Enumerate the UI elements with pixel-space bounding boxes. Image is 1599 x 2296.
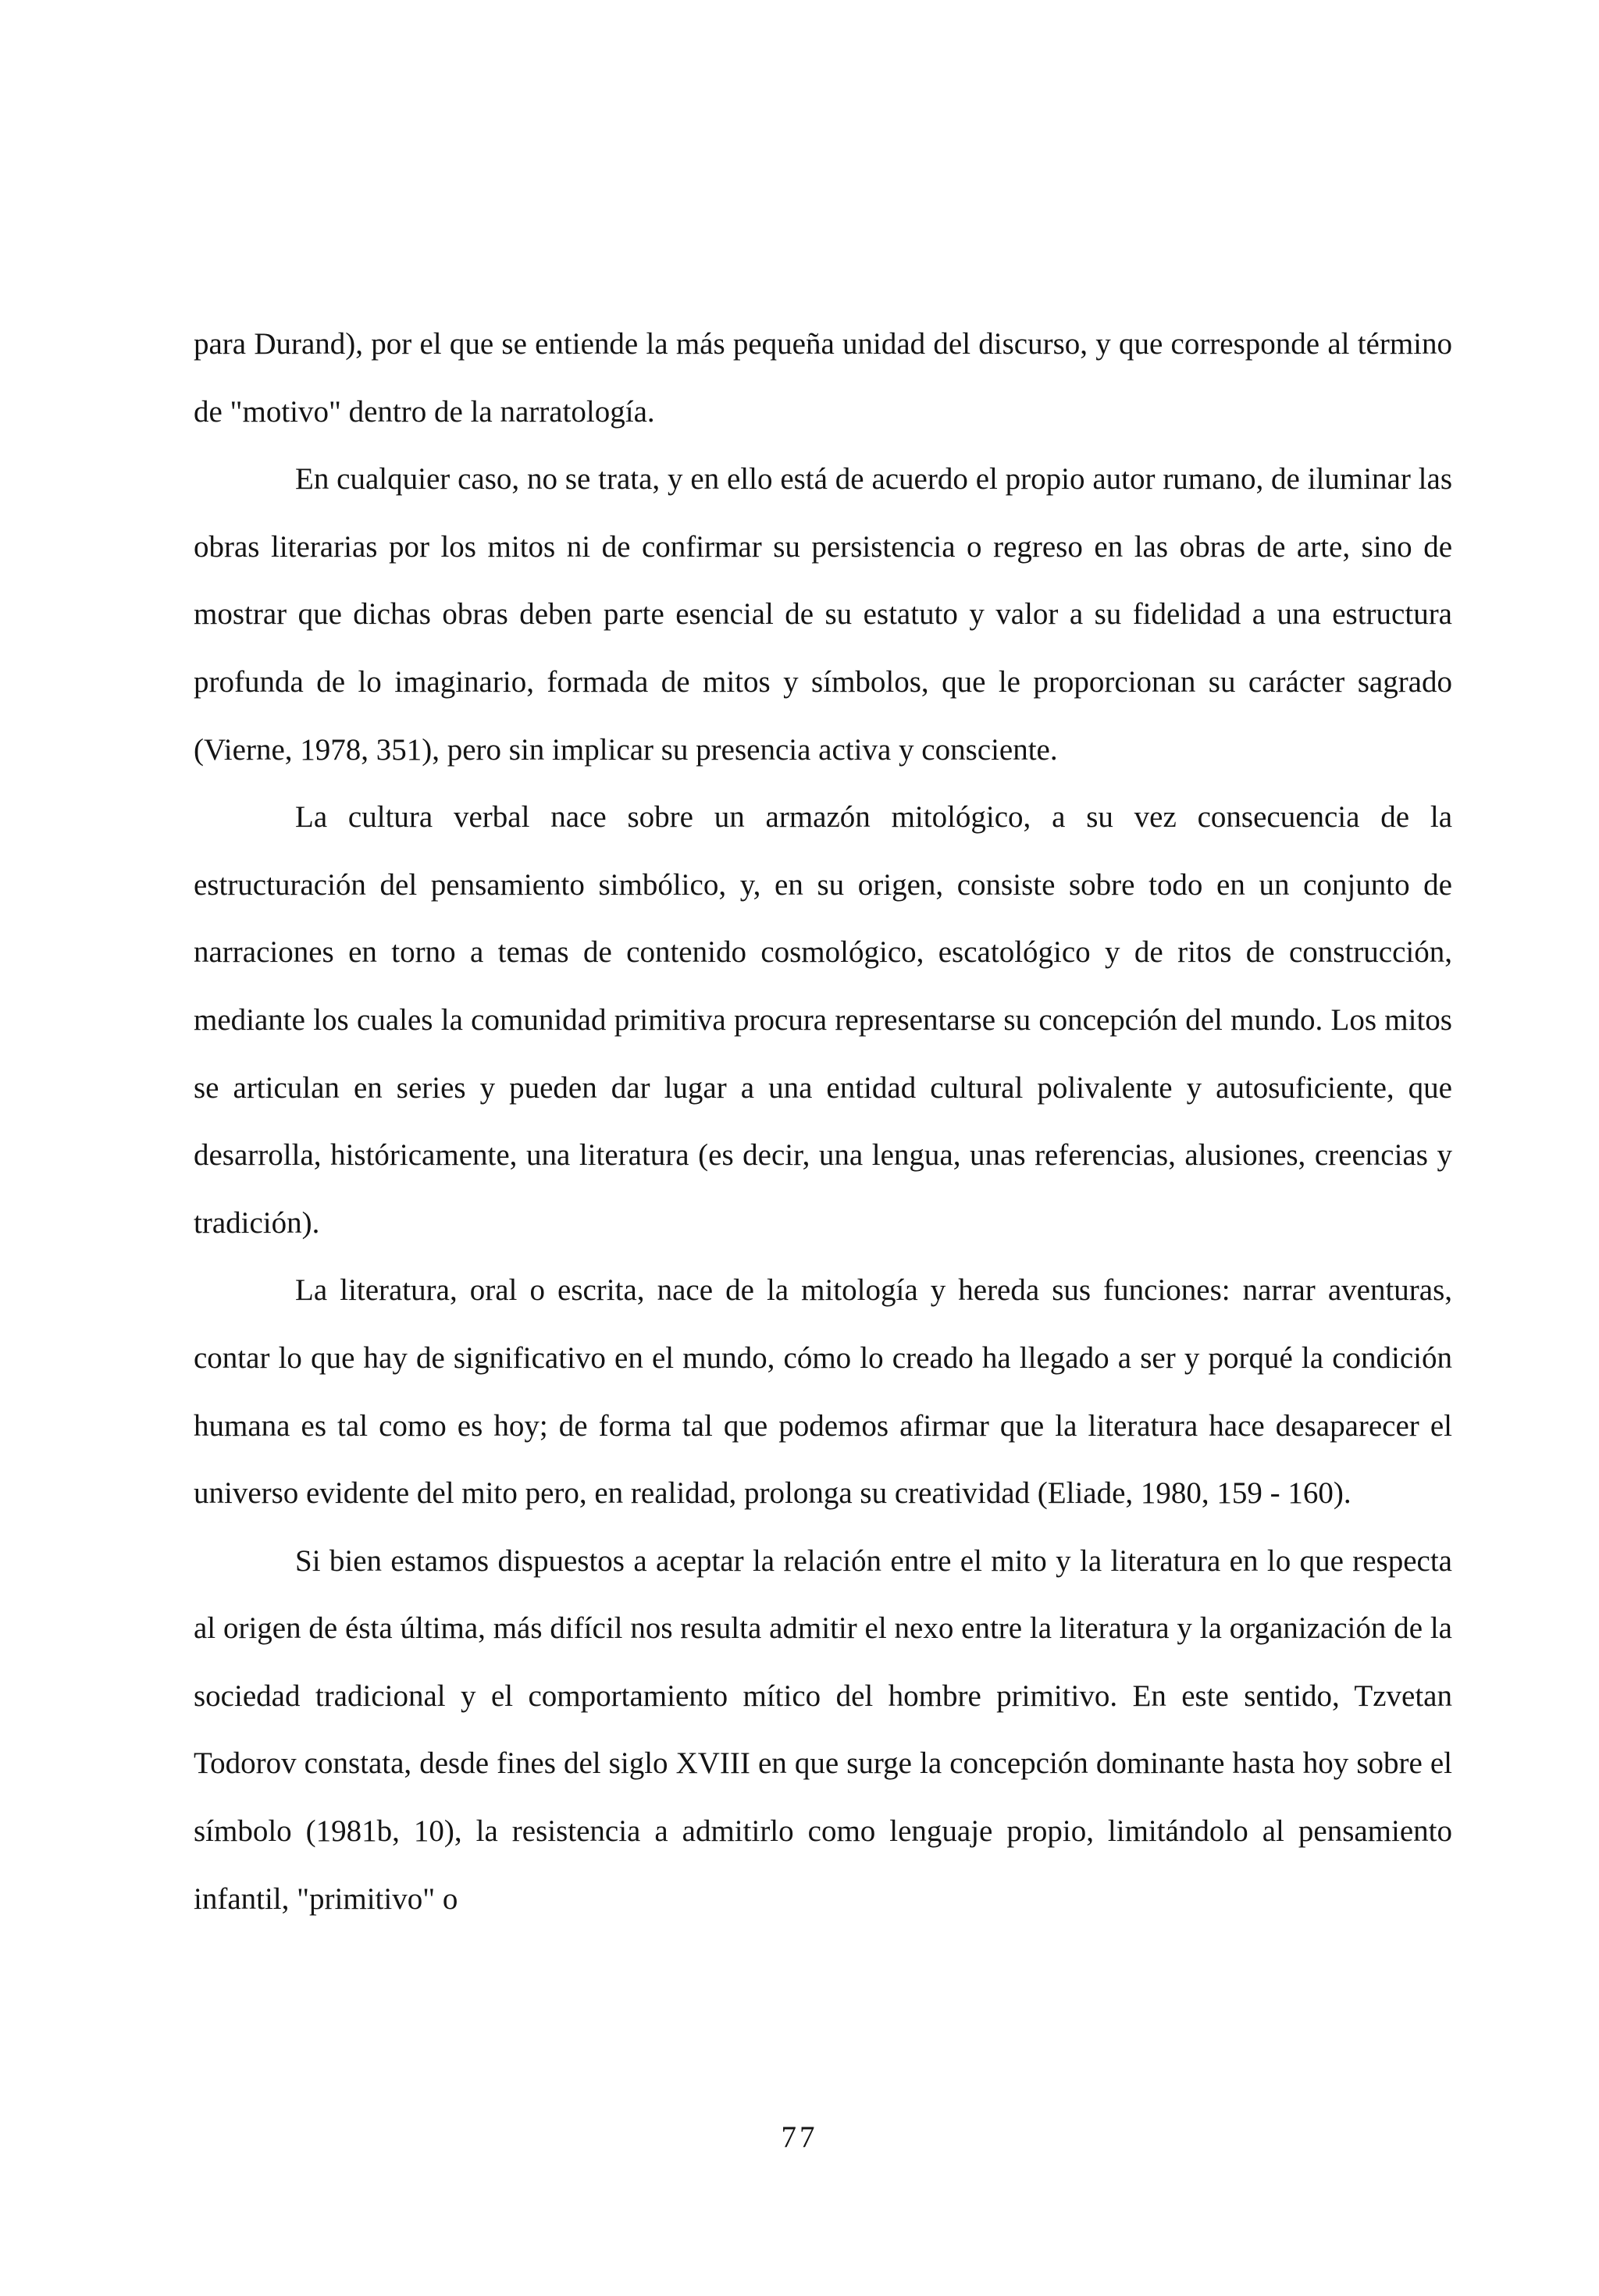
paragraph-3: La cultura verbal nace sobre un armazón mitológico, a su vez consecuencia de la estructuración del pensamiento simbólico, y, en su origen, consiste sobre todo en un conjunto de narraciones en torno a temas de contenido cosmológico, escatológico y de ritos de construcción, mediante los cuales la comunidad primitiva procura representarse su concepción del mundo. Los mitos se articulan en series y pueden dar lugar a una entidad cultural polivalente y autosuficiente, que desarrolla, históricamente, una literatura (es decir, una lengua, unas referencias, alusiones, creencias y tradición). [194,800,1452,1240]
page-number: 77 [781,2120,818,2154]
paragraph-5: Si bien estamos dispuestos a aceptar la relación entre el mito y la literatura en lo que respecta al origen de ésta última, más difícil nos resulta admitir el nexo entre la literatura y la organización de la sociedad tradicional y el comportamiento mítico del hombre primitivo. En este sentido, Tzvetan Todorov constata, desde fines del siglo XVIII en que surge la concepción dominante hasta hoy sobre el símbolo (1981b, 10), la resistencia a admitirlo como lenguaje propio, limitándolo al pensamiento infantil, "primitivo" o [194,1543,1452,1916]
paragraph-4: La literatura, oral o escrita, nace de la mitología y hereda sus funciones: narrar aventuras, contar lo que hay de significativo en el mundo, cómo lo creado ha llegado a ser y porqué la condición humana es tal como es hoy; de forma tal que podemos afirmar que la literatura hace desaparecer el universo evidente del mito pero, en realidad, prolonga su creatividad (Eliade, 1980, 159 - 160). [194,1273,1452,1511]
paragraph-2: En cualquier caso, no se trata, y en ello está de acuerdo el propio autor rumano, de iluminar las obras literarias por los mitos ni de confirmar su persistencia o regreso en las obras de arte, sino de mostrar que dichas obras deben parte esencial de su estatuto y valor a su fidelidad a una estructura profunda de lo imaginario, formada de mitos y símbolos, que le proporcionan su carácter sagrado (Vierne, 1978, 351), pero sin implicar su presencia activa y consciente. [194,462,1452,767]
paragraph-1: para Durand), por el que se entiende la más pequeña unidad del discurso, y que corresponde al término de "motivo" dentro de la narratología. [194,327,1452,429]
body-text [194,311,1452,1933]
